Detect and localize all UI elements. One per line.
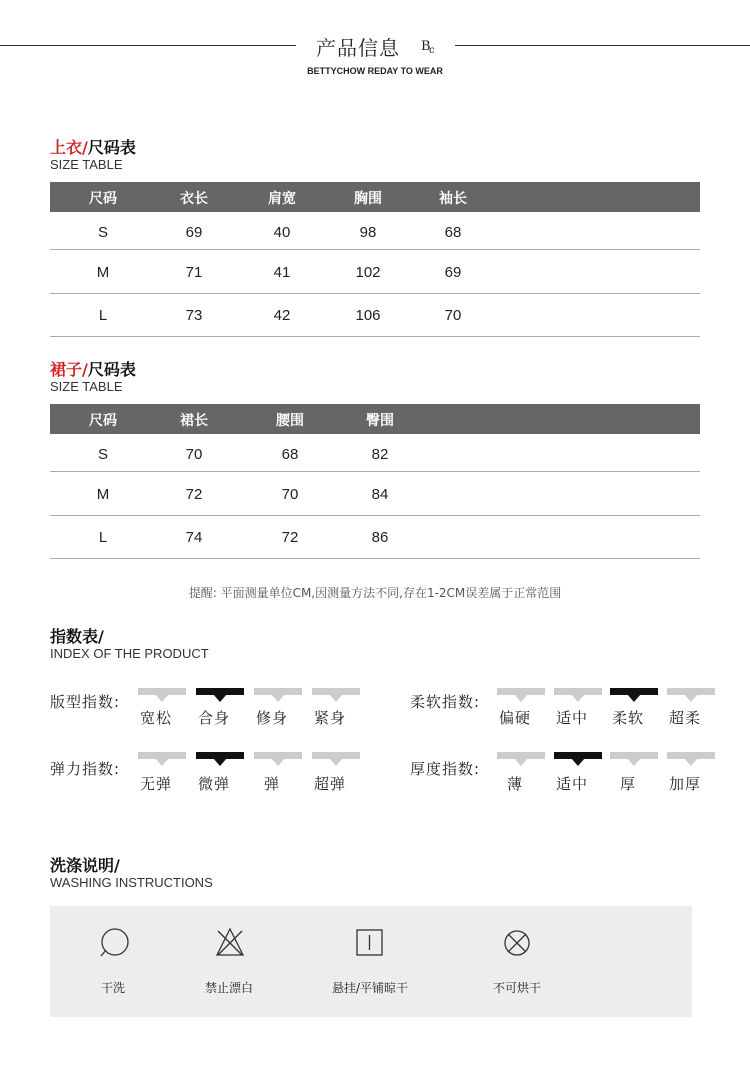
index-title-en: INDEX OF THE PRODUCT [50, 646, 209, 661]
column-header: 尺码 [89, 191, 117, 207]
table-cell: 70 [444, 307, 462, 324]
table-cell: S [97, 224, 109, 241]
top-table-title: 尺码表 [87, 138, 136, 157]
marker-triangle-icon [271, 758, 285, 766]
index-marker-selected [554, 752, 602, 759]
index-option: 合身 [197, 709, 230, 727]
table-cell: 86 [371, 529, 389, 546]
index-marker [667, 752, 715, 759]
marker-triangle-icon [627, 694, 641, 702]
index-option: 无弹 [139, 775, 172, 793]
table-cell: 42 [273, 307, 291, 324]
table-cell: 98 [359, 224, 377, 241]
table-cell: 106 [355, 307, 381, 324]
top-size-table-heading [50, 139, 136, 173]
index-option: 适中 [555, 709, 588, 727]
index-marker [138, 752, 186, 759]
brand-logo-icon [420, 36, 440, 56]
table-cell: 73 [185, 307, 203, 324]
index-option: 宽松 [139, 709, 172, 727]
column-header: 袖长 [439, 191, 467, 207]
washing-panel [50, 906, 692, 1017]
column-header: 肩宽 [268, 191, 296, 207]
table-row [50, 434, 700, 472]
page-title: 产品信息 [316, 36, 400, 60]
index-marker [138, 688, 186, 695]
no-bleach-label: 禁止漂白 [204, 981, 253, 995]
washing-heading [50, 857, 213, 891]
index-marker [667, 688, 715, 695]
index-heading [50, 628, 209, 662]
table-header [50, 404, 700, 434]
measurement-note: 提醒: 平面测量单位CM,因测量方法不同,存在1-2CM误差属于正常范围 [188, 586, 562, 600]
index-marker-selected [196, 752, 244, 759]
table-cell: S [97, 446, 109, 463]
top-table-title-en: SIZE TABLE [50, 157, 123, 172]
marker-triangle-icon [627, 758, 641, 766]
index-option: 超柔 [668, 709, 701, 727]
dry-clean-icon [93, 923, 133, 963]
svg-text:B: B [421, 39, 431, 54]
table-cell: L [98, 529, 108, 546]
table-cell: 69 [444, 264, 462, 281]
table-cell: 69 [185, 224, 203, 241]
top-size-table [50, 182, 700, 337]
skirt-table-title-en: SIZE TABLE [50, 379, 123, 394]
marker-triangle-icon [155, 758, 169, 766]
marker-triangle-icon [571, 758, 585, 766]
table-cell: M [96, 264, 110, 281]
marker-triangle-icon [329, 694, 343, 702]
svg-text:c: c [429, 45, 435, 56]
table-cell: 40 [273, 224, 291, 241]
column-header: 腰围 [276, 413, 304, 429]
marker-triangle-icon [213, 758, 227, 766]
index-option: 厚 [619, 775, 636, 793]
table-row [50, 472, 700, 516]
column-header: 尺码 [89, 413, 117, 429]
table-row [50, 250, 700, 294]
table-cell: 71 [185, 264, 203, 281]
marker-triangle-icon [684, 758, 698, 766]
table-cell: 84 [371, 486, 389, 503]
page-subtitle: BETTYCHOW REDAY TO WEAR [307, 66, 443, 76]
top-table-title-red: 上衣/ [50, 138, 88, 157]
index-marker [497, 688, 545, 695]
table-cell: L [98, 307, 108, 324]
marker-triangle-icon [684, 694, 698, 702]
marker-triangle-icon [514, 758, 528, 766]
no-tumble-dry-label: 不可烘干 [492, 981, 541, 995]
index-option: 弹 [263, 775, 280, 793]
index-label: 版型指数: [50, 693, 121, 711]
index-option: 紧身 [313, 709, 346, 727]
index-marker [610, 752, 658, 759]
table-cell: M [96, 486, 110, 503]
table-cell: 82 [371, 446, 389, 463]
table-cell: 70 [185, 446, 203, 463]
index-option: 偏硬 [498, 709, 531, 727]
table-cell: 68 [444, 224, 462, 241]
line-dry-icon [350, 923, 390, 963]
marker-triangle-icon [155, 694, 169, 702]
index-option: 微弹 [197, 775, 230, 793]
marker-triangle-icon [514, 694, 528, 702]
no-bleach-icon [210, 923, 250, 963]
skirt-size-table-heading [50, 361, 136, 395]
header-line-right [455, 45, 750, 46]
index-label: 柔软指数: [410, 693, 481, 711]
index-marker [312, 688, 360, 695]
header-line-left [0, 45, 296, 46]
table-cell: 102 [355, 264, 381, 281]
marker-triangle-icon [213, 694, 227, 702]
index-option: 薄 [506, 775, 523, 793]
index-marker [497, 752, 545, 759]
dry-clean-label: 干洗 [100, 981, 125, 995]
washing-title: 洗涤说明/ [50, 856, 120, 875]
table-cell: 70 [281, 486, 299, 503]
index-label: 弹力指数: [50, 760, 121, 778]
column-header: 衣长 [180, 191, 208, 207]
index-label: 厚度指数: [410, 760, 481, 778]
index-marker [254, 752, 302, 759]
index-marker [554, 688, 602, 695]
no-tumble-dry-icon [497, 923, 537, 963]
index-marker-selected [610, 688, 658, 695]
skirt-table-title-red: 裙子/ [50, 360, 88, 379]
table-row [50, 212, 700, 250]
index-marker [254, 688, 302, 695]
washing-title-en: WASHING INSTRUCTIONS [50, 875, 213, 890]
index-title: 指数表/ [50, 627, 104, 646]
marker-triangle-icon [329, 758, 343, 766]
table-cell: 74 [185, 529, 203, 546]
index-marker [312, 752, 360, 759]
marker-triangle-icon [571, 694, 585, 702]
column-header: 裙长 [180, 413, 208, 429]
skirt-size-table [50, 404, 700, 559]
table-cell: 72 [185, 486, 203, 503]
table-row [50, 294, 700, 337]
index-marker-selected [196, 688, 244, 695]
marker-triangle-icon [271, 694, 285, 702]
index-option: 加厚 [668, 775, 701, 793]
column-header: 胸围 [354, 191, 382, 207]
skirt-table-title: 尺码表 [87, 360, 136, 379]
table-cell: 41 [273, 264, 291, 281]
table-row [50, 516, 700, 559]
column-header: 臀围 [366, 413, 394, 429]
table-header [50, 182, 700, 212]
index-option: 适中 [555, 775, 588, 793]
index-option: 超弹 [313, 775, 346, 793]
table-cell: 68 [281, 446, 299, 463]
table-cell: 72 [281, 529, 299, 546]
line-dry-label: 悬挂/平铺晾干 [331, 981, 409, 995]
index-option: 柔软 [611, 709, 644, 727]
index-option: 修身 [255, 709, 288, 727]
